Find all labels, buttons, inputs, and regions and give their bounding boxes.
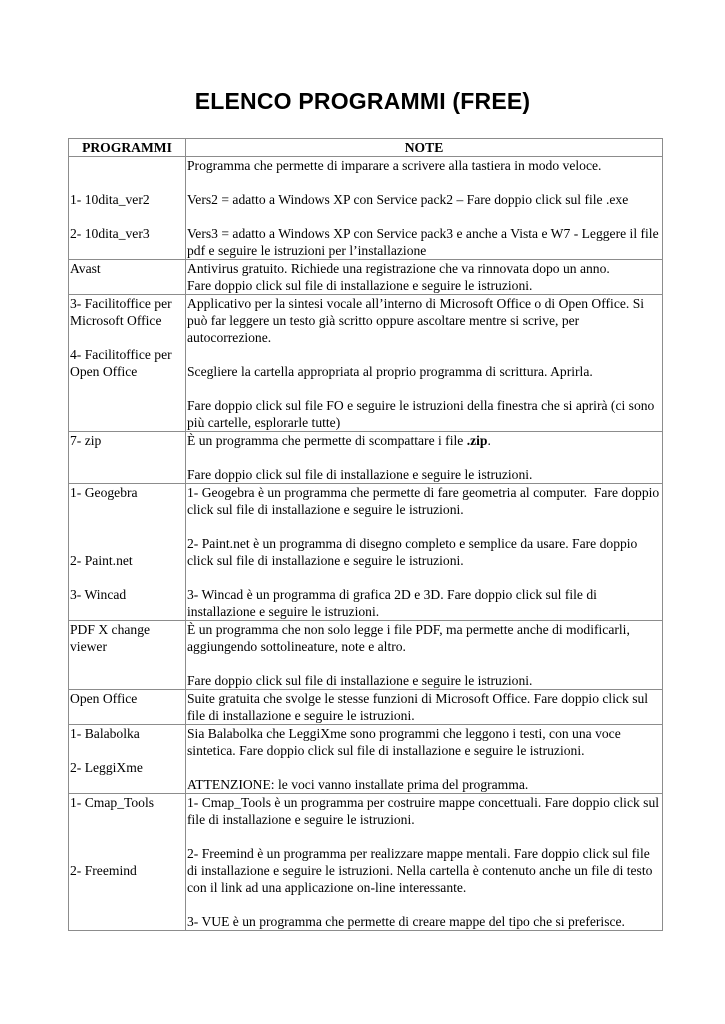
- header-notes: NOTE: [186, 139, 663, 157]
- program-name: Avast: [70, 261, 101, 276]
- note-text: Sia Balabolka che LeggiXme sono programmi che leggono i testi, con una voce sintetica. Fare doppio click sul file di installazione e seguire le istruzioni.: [187, 726, 625, 758]
- note-cell: [186, 157, 663, 260]
- note-text: 2- Freemind è un programma per realizzare mappe mentali. Fare doppio click sul file di installazione e seguire le istruzioni. Nella cartella è contenuto anche un file di testo con il link ad una applicazione on-line interessante.: [187, 846, 656, 895]
- table-row: [69, 690, 663, 725]
- note-cell: [186, 260, 663, 295]
- spacer: [70, 569, 184, 586]
- program-name: 4- Facilitoffice per Open Office: [70, 347, 176, 379]
- table-row: [69, 725, 663, 794]
- program-cell: [69, 794, 186, 931]
- note-cell: [186, 621, 663, 690]
- table-body: [69, 157, 663, 931]
- note-text: Vers2 = adatto a Windows XP con Service pack2 – Fare doppio click sul file .exe: [187, 192, 629, 207]
- spacer: [187, 569, 661, 586]
- note-text: 1- Geogebra è un programma che permette di fare geometria al computer. Fare doppio click sul file di installazione e seguire le istruzioni.: [187, 485, 663, 517]
- spacer: [187, 655, 661, 672]
- note-text-part: È un programma che permette di scompattare i file: [187, 433, 467, 448]
- program-name: 2- Paint.net: [70, 553, 133, 568]
- spacer: [70, 535, 184, 552]
- program-cell: [69, 690, 186, 725]
- program-cell: [69, 260, 186, 295]
- spacer: [70, 845, 184, 862]
- note-text: È un programma che non solo legge i file PDF, ma permette anche di modificarli, aggiungendo sottolineature, note e altro.: [187, 622, 634, 654]
- note-cell: [186, 794, 663, 931]
- table-row: [69, 432, 663, 484]
- note-text: Applicativo per la sintesi vocale all’interno di Microsoft Office o di Open Office. Si può far leggere un testo già scritto oppure ascoltare mentre si scrive, per autocorrezione.: [187, 296, 648, 345]
- program-name: 1- Balabolka: [70, 726, 140, 741]
- spacer: [70, 811, 184, 828]
- program-name: 2- 10dita_ver3: [70, 226, 150, 241]
- note-cell: [186, 295, 663, 432]
- spacer: [187, 380, 661, 397]
- note-text: Programma che permette di imparare a scrivere alla tastiera in modo veloce.: [187, 158, 602, 173]
- program-cell: [69, 432, 186, 484]
- spacer: [70, 742, 184, 759]
- note-text: 3- Wincad è un programma di grafica 2D e 3D. Fare doppio click sul file di installazione e seguire le istruzioni.: [187, 587, 601, 619]
- note-cell: [186, 432, 663, 484]
- note-text: 3- VUE è un programma che permette di creare mappe del tipo che si preferisce.: [187, 914, 625, 929]
- spacer: [187, 828, 661, 845]
- note-text: Scegliere la cartella appropriata al proprio programma di scrittura. Aprirla.: [187, 364, 593, 379]
- table-header-row: [69, 139, 663, 157]
- table-row: [69, 260, 663, 295]
- header-programs: PROGRAMMI: [69, 139, 186, 157]
- program-name: 1- 10dita_ver2: [70, 192, 150, 207]
- note-text: Fare doppio click sul file FO e seguire le istruzioni della finestra che si aprirà (ci sono più cartelle, esplorarle tutte): [187, 398, 658, 430]
- note-text: ATTENZIONE: le voci vanno installate prima del programma.: [187, 777, 529, 792]
- table-row: [69, 295, 663, 432]
- program-cell: [69, 484, 186, 621]
- note-text: Vers3 = adatto a Windows XP con Service pack3 e anche a Vista e W7 - Leggere il file pdf e seguire le istruzioni per l’installazione: [187, 226, 663, 258]
- program-name: 1- Geogebra: [70, 485, 138, 500]
- program-cell: [69, 725, 186, 794]
- program-cell: [69, 621, 186, 690]
- programs-table: [68, 138, 663, 931]
- note-text: Fare doppio click sul file di installazione e seguire le istruzioni.: [187, 278, 533, 293]
- spacer: [70, 157, 184, 174]
- note-cell: [186, 725, 663, 794]
- program-name: 7- zip: [70, 433, 102, 448]
- spacer: [187, 449, 661, 466]
- spacer: [70, 329, 184, 346]
- spacer: [70, 208, 184, 225]
- program-name: 1- Cmap_Tools: [70, 795, 155, 810]
- note-text: [187, 432, 661, 449]
- program-name: 2- Freemind: [70, 863, 137, 878]
- program-cell: [69, 295, 186, 432]
- program-name: 2- LeggiXme: [70, 760, 143, 775]
- note-cell: [186, 690, 663, 725]
- spacer: [187, 518, 661, 535]
- spacer: [70, 501, 184, 518]
- note-text: Fare doppio click sul file di installazione e seguire le istruzioni.: [187, 467, 533, 482]
- note-cell: [186, 484, 663, 621]
- table-row: [69, 484, 663, 621]
- spacer: [70, 518, 184, 535]
- spacer: [70, 174, 184, 191]
- table-row: [69, 794, 663, 931]
- note-text: 1- Cmap_Tools è un programma per costruire mappe concettuali. Fare doppio click sul file di installazione e seguire le istruzioni.: [187, 795, 663, 827]
- program-name: Open Office: [70, 691, 138, 706]
- note-text-part: .: [487, 433, 491, 448]
- program-name: 3- Facilitoffice per Microsoft Office: [70, 296, 176, 328]
- spacer: [187, 896, 661, 913]
- page-title: ELENCO PROGRAMMI (FREE): [194, 88, 531, 114]
- table-row: [69, 157, 663, 260]
- program-name: 3- Wincad: [70, 587, 127, 602]
- table-row: [69, 621, 663, 690]
- spacer: [187, 174, 661, 191]
- note-text: 2- Paint.net è un programma di disegno completo e semplice da usare. Fare doppio click sul file di installazione e seguire le istruzioni.: [187, 536, 641, 568]
- note-text: Suite gratuita che svolge le stesse funzioni di Microsoft Office. Fare doppio click sul file di installazione e seguire le istruzioni.: [187, 691, 652, 723]
- spacer: [187, 759, 661, 776]
- note-text: Fare doppio click sul file di installazione e seguire le istruzioni.: [187, 673, 533, 688]
- program-name: PDF X change viewer: [70, 622, 154, 654]
- note-text: Antivirus gratuito. Richiede una registrazione che va rinnovata dopo un anno.: [187, 261, 610, 276]
- spacer: [70, 828, 184, 845]
- program-cell: [69, 157, 186, 260]
- spacer: [187, 208, 661, 225]
- spacer: [187, 346, 661, 363]
- zip-extension: .zip: [466, 433, 488, 448]
